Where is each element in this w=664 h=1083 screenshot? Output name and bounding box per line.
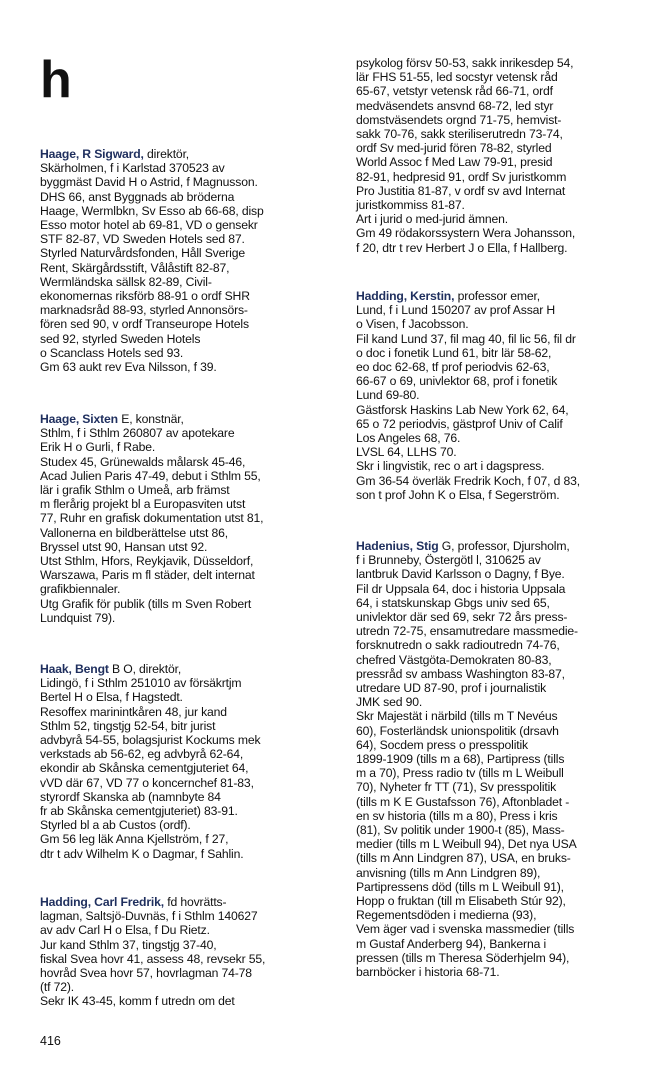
entry-text: fd hovrätts- lagman, Saltsjö-Duvnäs, f i Sthlm 140627 av adv Carl H o Elsa, f Du Rietz. Jur kand Sthlm 37, tingstjg 37-40, fiskal Svea hovr 41, assess 48, revsekr 55, hovråd Svea hovr 57, hovrlagman 74-78 (tf 72). Sekr IK 43-45, komm f utredn om det <box>40 895 266 1009</box>
entry-hadding-carl <box>40 895 265 1009</box>
entry-name: Hadding, Kerstin, <box>356 289 455 303</box>
entry-hadding-kerstin <box>356 289 580 502</box>
entry-text: E, konstnär, Sthlm, f i Sthlm 260807 av apotekare Erik H o Gurli, f Rabe. Studex 45, Grünewalds målarsk 45-46, Acad Julien Paris 47-49, debut i Sthlm 55, lär i grafik Sthlm o Umeå, arb främst m flerårig projekt bl a Europasviten utst 77, Ruhr en grafisk dokumentation utst 81, Vallonerna en bildberättelse utst 86, Bryssel utst 90, Hansan utst 92. Utst Sthlm, Hfors, Reykjavik, Düsseldorf, Warszawa, Paris m fl städer, delt internat grafikbiennaler. Utg Grafik för publik (tills m Sven Robert Lundquist 79). <box>40 412 264 625</box>
entry-hadding-carl-continued <box>356 56 575 255</box>
entry-text: psykolog försv 50-53, sakk inrikesdep 54, lär FHS 51-55, led socstyr vetensk råd 65-67, vetstyr vetensk råd 66-71, ordf medväsendets ansvnd 68-72, led styr domstväsendets orgnd 71-75, hemvist- sakk 70-76, sakk steriliserutredn 73-74, ordf Sv med-jurid fören 78-82, styrled World Assoc f Med Law 79-91, presid 82-91, hedpresid 91, ordf Sv juristkomm Pro Justitia 81-87, v ordf sv avd Internat juristkommiss 81-87. Art i jurid o med-jurid ämnen. Gm 49 rödakorssystern Wera Johansson, f 20, dtr t rev Herbert J o Ella, f Hallberg. <box>356 56 576 255</box>
page-number: 416 <box>40 1034 61 1048</box>
entry-text: G, professor, Djursholm, f i Brunneby, Östergötl l, 310625 av lantbruk David Karlsson o Dagny, f Bye. Fil dr Uppsala 64, doc i historia Uppsala 64, i statskunskap Gbgs univ sed 65, univlektor där sed 69, sekr 72 års press- utredn 72-75, ensamutredare massmedie- forsknutredn o sakk radioutredn 74-76, chefred Västgöta-Demokraten 80-83, pressråd sv ambass Washington 83-87, utredare UD 87-90, prof i journalistik JMK sed 90. Skr Majestät i närbild (tills m T Nevéus 60), Fosterländsk unionspolitik (drsavh 64), Socdem press o presspolitik 1899-1909 (tills m a 68), Partipress (tills m a 70), Press radio tv (tills m L Weibull 70), Nyheter fr TT (71), Sv presspolitik (tills m K E Gustafsson 76), Aftonbladet - en sv historia (tills m a 80), Press i kris (81), Sv politik under 1900-t (85), Mass- medier (tills m L Weibull 94), Det nya USA (tills m Ann Lindgren 87), USA, en bruks- anvisning (tills m Ann Lindgren 89), Partipressens död (tills m L Weibull 91), Hopp o fruktan (till m Elisabeth Stúr 92), Regementsdöden i medierna (93), Vem äger vad i svenska massmedier (tills m Gustaf Anderberg 94), Bankerna i pressen (tills m Theresa Söderhjelm 94), barnböcker i historia 68-71. <box>356 539 578 980</box>
entry-haage-sigward <box>40 147 264 374</box>
entry-haak-bengt <box>40 662 260 861</box>
entry-text: professor emer, Lund, f i Lund 150207 av prof Assar H o Visen, f Jacobsson. Fil kand Lund 37, fil mag 40, fil lic 56, fil dr o doc i fonetik Lund 61, bitr lär 58-62, eo doc 62-68, tf prof periodvis 62-63, 66-67 o 69, univlektor 68, prof i fonetik Lund 69-80. Gästforsk Haskins Lab New York 62, 64, 65 o 72 periodvis, gästprof Univ of Calif Los Angeles 68, 76. LVSL 64, LLHS 70. Skr i lingvistik, rec o art i dagspress. Gm 36-54 överläk Fredrik Koch, f 07, d 83, son t prof John K o Elsa, f Segerström. <box>356 289 581 502</box>
entry-haage-sixten <box>40 412 263 625</box>
entry-name: Haage, Sixten <box>40 412 118 426</box>
entry-name: Haak, Bengt <box>40 662 109 676</box>
entry-text: direktör, Skärholmen, f i Karlstad 370523 av byggmäst David H o Astrid, f Magnusson. DHS 66, anst Byggnads ab bröderna Haage, Wermlbkn, Sv Esso ab 66-68, disp Esso motor hotel ab 69-81, VD o gensekr STF 82-87, VD Sweden Hotels sed 87. Styrled Naturvårdsfonden, Håll Sverige Rent, Skärgårdsstift, Vålåstift 82-87, Wermländska sällsk 82-89, Civil- ekonomernas riksförb 88-91 o ordf SHR marknadsråd 88-93, styrled Annonsörs- fören sed 90, v ordf Transeurope Hotels sed 92, styrled Sweden Hotels o Scanclass Hotels sed 93. Gm 63 aukt rev Eva Nilsson, f 39. <box>40 147 264 375</box>
entry-name: Haage, R Sigward, <box>40 147 144 161</box>
entry-name: Hadenius, Stig <box>356 539 439 553</box>
entry-hadenius-stig <box>356 539 578 979</box>
entry-name: Hadding, Carl Fredrik, <box>40 895 165 909</box>
section-letter: h <box>40 51 72 109</box>
entry-text: B O, direktör, Lidingö, f i Sthlm 251010 av försäkrtjm Bertel H o Elsa, f Hagstedt. Resoffex marinintkåren 48, jur kand Sthlm 52, tingstjg 52-54, bitr jurist advbyrå 54-55, bolagsjurist Kockums mek verkstads ab 56-62, eg advbyrå 62-64, ekondir ab Skånska cementgjuteriet 64, vVD där 67, VD 77 o koncernchef 81-83, styrordf Skanska ab (namnbyte 84 fr ab Skånska cementgjuteriet) 83-91. Styrled bl a ab Custos (ordf). Gm 56 leg läk Anna Kjellström, f 27, dtr t adv Wilhelm K o Dagmar, f Sahlin. <box>40 662 261 861</box>
